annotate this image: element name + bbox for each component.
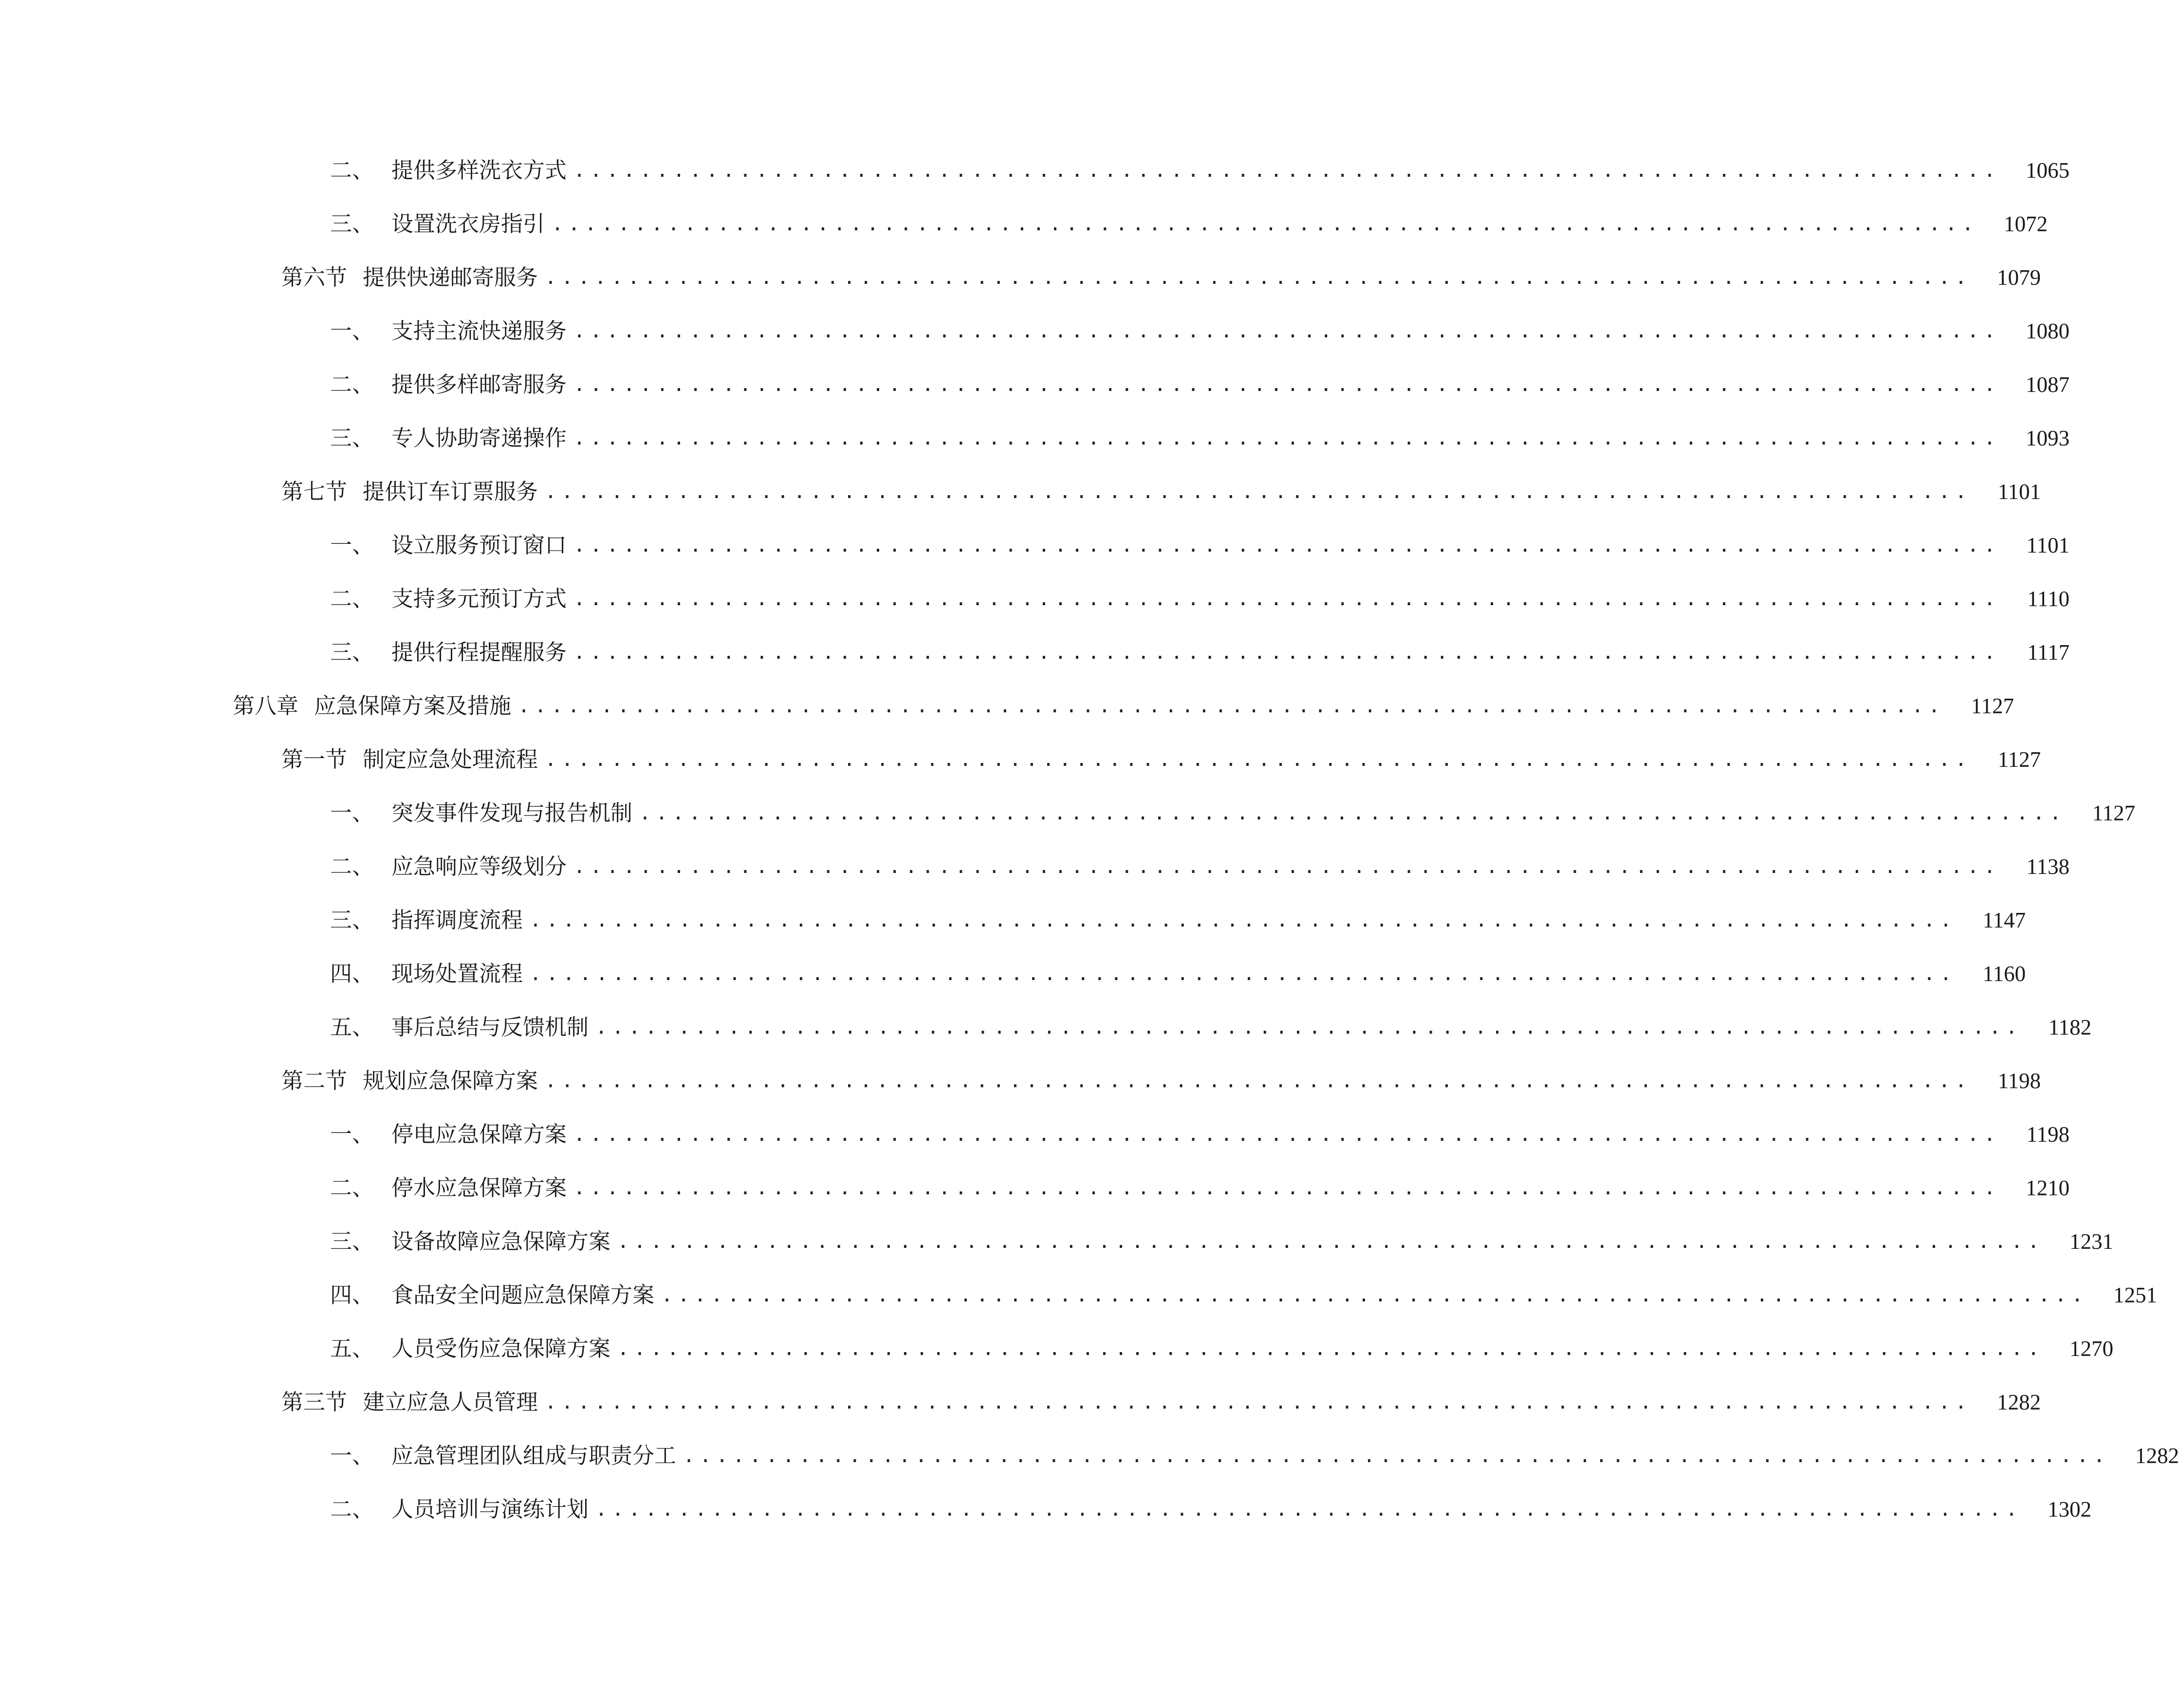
toc-entry-page: 1127 [1997, 747, 2041, 772]
toc-entry-number: 二、 [330, 854, 374, 879]
toc-entry-page: 1080 [2026, 319, 2070, 343]
dot-leader: ...................................................................................... [573, 427, 2001, 449]
toc-entry-title: 停水应急保障方案 [391, 1175, 567, 1201]
toc-entry-number: 第八章 [233, 693, 299, 719]
toc-entry[interactable] [330, 579, 2070, 618]
toc-entry-page: 1072 [2004, 212, 2048, 236]
toc-entry[interactable] [330, 151, 2070, 190]
toc-entry[interactable] [281, 740, 2041, 779]
dot-leader: ...................................................................................... [573, 1123, 2001, 1146]
toc-entry-page: 1182 [2048, 1015, 2092, 1040]
toc-entry-page: 1127 [1971, 694, 2014, 718]
toc-entry-title: 提供行程提醒服务 [391, 639, 567, 665]
toc-entry-page: 1282 [2135, 1444, 2179, 1468]
toc-entry-number: 一、 [330, 800, 374, 826]
toc-entry-title: 建立应急人员管理 [363, 1389, 538, 1415]
toc-entry-title: 提供多样邮寄服务 [391, 371, 567, 397]
toc-entry-number: 第一节 [281, 746, 348, 772]
toc-entry-number: 第三节 [281, 1389, 348, 1415]
toc-entry-page: 1079 [1997, 265, 2041, 290]
toc-entry-number: 第二节 [281, 1068, 348, 1094]
toc-entry[interactable] [330, 1329, 2114, 1368]
toc-entry[interactable] [330, 1276, 2158, 1315]
toc-entry-title: 专人协助寄递操作 [391, 425, 567, 451]
toc-entry-number: 一、 [330, 1443, 374, 1468]
toc-entry-number: 三、 [330, 211, 374, 237]
toc-entry-title: 设立服务预订窗口 [391, 532, 567, 558]
dot-leader: ...................................................................................... [617, 1230, 2045, 1253]
toc-entry[interactable] [330, 1115, 2070, 1154]
toc-entry-page: 1110 [2027, 587, 2070, 611]
toc-entry-title: 支持主流快递服务 [391, 318, 567, 344]
dot-leader: ...................................................................................... [552, 213, 1979, 235]
dot-leader: ...................................................................................... [518, 695, 1945, 717]
toc-entry-page: 1302 [2048, 1497, 2092, 1522]
toc-entry-title: 应急管理团队组成与职责分工 [391, 1443, 677, 1468]
toc-entry[interactable] [330, 312, 2070, 351]
toc-entry[interactable] [330, 633, 2070, 672]
toc-entry-title: 规划应急保障方案 [363, 1068, 538, 1094]
toc-entry[interactable] [330, 954, 2026, 993]
toc-entry-number: 二、 [330, 1175, 374, 1201]
toc-entry[interactable] [281, 1383, 2041, 1422]
dot-leader: ...................................................................................... [573, 1177, 2001, 1199]
toc-entry-title: 突发事件发现与报告机制 [391, 800, 633, 826]
toc-entry-title: 人员培训与演练计划 [391, 1496, 589, 1522]
dot-leader: ...................................................................................... [683, 1445, 2110, 1467]
toc-entry-title: 应急响应等级划分 [391, 854, 567, 879]
toc-entry-page: 1210 [2026, 1176, 2070, 1200]
toc-entry[interactable] [330, 204, 2048, 243]
toc-entry-title: 制定应急处理流程 [363, 746, 538, 772]
dot-leader: ...................................................................................... [617, 1337, 2045, 1360]
dot-leader: ...................................................................................... [573, 641, 2001, 664]
dot-leader: ...................................................................................... [545, 481, 1972, 503]
toc-entry-title: 应急保障方案及措施 [314, 693, 512, 719]
toc-entry[interactable] [281, 258, 2041, 297]
dot-leader: ...................................................................................... [573, 320, 2001, 342]
toc-entry-page: 1127 [2092, 801, 2136, 825]
toc-entry[interactable] [233, 687, 2014, 725]
dot-leader: ...................................................................................... [530, 963, 1957, 985]
toc-entry-page: 1251 [2113, 1283, 2158, 1307]
toc-entry[interactable] [330, 1490, 2092, 1529]
toc-entry-title: 设备故障应急保障方案 [391, 1228, 611, 1254]
toc-entry[interactable] [330, 1169, 2070, 1207]
toc-entry-number: 三、 [330, 1228, 374, 1254]
dot-leader: ...................................................................................... [573, 159, 2001, 182]
toc-entry-page: 1138 [2026, 854, 2070, 879]
dot-leader: ...................................................................................... [595, 1016, 2023, 1039]
dot-leader: ...................................................................................... [545, 1070, 1972, 1092]
toc-entry-page: 1065 [2026, 158, 2070, 183]
toc-entry-number: 第六节 [281, 264, 348, 290]
toc-entry-title: 提供订车订票服务 [363, 479, 538, 504]
toc-entry-page: 1231 [2069, 1229, 2114, 1254]
dot-leader: ...................................................................................... [639, 802, 2067, 824]
toc-entry-page: 1117 [2027, 640, 2070, 665]
toc-entry[interactable] [330, 365, 2070, 404]
dot-leader: ...................................................................................... [545, 266, 1972, 289]
toc-entry-page: 1282 [1997, 1390, 2041, 1414]
toc-entry-title: 设置洗衣房指引 [391, 211, 545, 237]
toc-entry-page: 1147 [1982, 908, 2026, 932]
toc-entry-title: 提供快递邮寄服务 [363, 264, 538, 290]
toc-entry-title: 食品安全问题应急保障方案 [391, 1282, 655, 1308]
toc-entry-page: 1101 [2026, 533, 2070, 557]
toc-entry[interactable] [330, 1436, 2179, 1475]
toc-entry[interactable] [330, 1222, 2114, 1261]
toc-entry-number: 第七节 [281, 479, 348, 504]
dot-leader: ...................................................................................... [573, 534, 2001, 557]
toc-entry-page: 1160 [1982, 962, 2026, 986]
toc-entry[interactable] [330, 901, 2026, 940]
toc-entry-title: 人员受伤应急保障方案 [391, 1336, 611, 1361]
toc-entry[interactable] [281, 1061, 2041, 1100]
dot-leader: ...................................................................................... [573, 588, 2001, 610]
toc-entry[interactable] [330, 847, 2070, 886]
toc-entry-title: 支持多元预订方式 [391, 586, 567, 612]
dot-leader: ...................................................................................... [573, 373, 2001, 396]
toc-entry[interactable] [330, 419, 2070, 458]
dot-leader: ...................................................................................... [573, 855, 2001, 878]
toc-entry[interactable] [330, 526, 2070, 565]
toc-entry-page: 1087 [2026, 372, 2070, 397]
toc-entry-number: 二、 [330, 371, 374, 397]
dot-leader: ...................................................................................... [530, 909, 1957, 931]
dot-leader: ...................................................................................... [595, 1498, 2023, 1521]
dot-leader: ...................................................................................... [545, 1391, 1972, 1413]
toc-entry-number: 一、 [330, 532, 374, 558]
toc-entry-number: 四、 [330, 1282, 374, 1308]
toc-entry-number: 五、 [330, 1014, 374, 1040]
toc-entry[interactable] [281, 472, 2041, 511]
toc-entry-number: 二、 [330, 586, 374, 612]
toc-entry-title: 事后总结与反馈机制 [391, 1014, 589, 1040]
dot-leader: ...................................................................................... [661, 1284, 2088, 1306]
toc-entry-title: 停电应急保障方案 [391, 1121, 567, 1147]
toc-entry-title: 现场处置流程 [391, 961, 523, 986]
toc-entry-number: 三、 [330, 639, 374, 665]
toc-entry-page: 1270 [2069, 1337, 2114, 1361]
toc-entry-number: 三、 [330, 425, 374, 451]
toc-entry-number: 三、 [330, 907, 374, 933]
toc-entry-number: 一、 [330, 318, 374, 344]
toc-entry-page: 1198 [2026, 1122, 2070, 1147]
dot-leader: ...................................................................................... [545, 748, 1972, 771]
toc-entry-number: 五、 [330, 1336, 374, 1361]
toc-entry-page: 1093 [2026, 426, 2070, 450]
toc-entry-page: 1101 [1997, 480, 2041, 504]
toc-entry[interactable] [330, 1008, 2092, 1047]
toc-entry[interactable] [330, 794, 2136, 833]
toc-entry-page: 1198 [1997, 1069, 2041, 1093]
toc-entry-title: 指挥调度流程 [391, 907, 523, 933]
toc-entry-number: 四、 [330, 961, 374, 986]
toc-entry-number: 二、 [330, 1496, 374, 1522]
toc-entry-number: 二、 [330, 157, 374, 183]
toc-entry-number: 一、 [330, 1121, 374, 1147]
toc-entry-title: 提供多样洗衣方式 [391, 157, 567, 183]
